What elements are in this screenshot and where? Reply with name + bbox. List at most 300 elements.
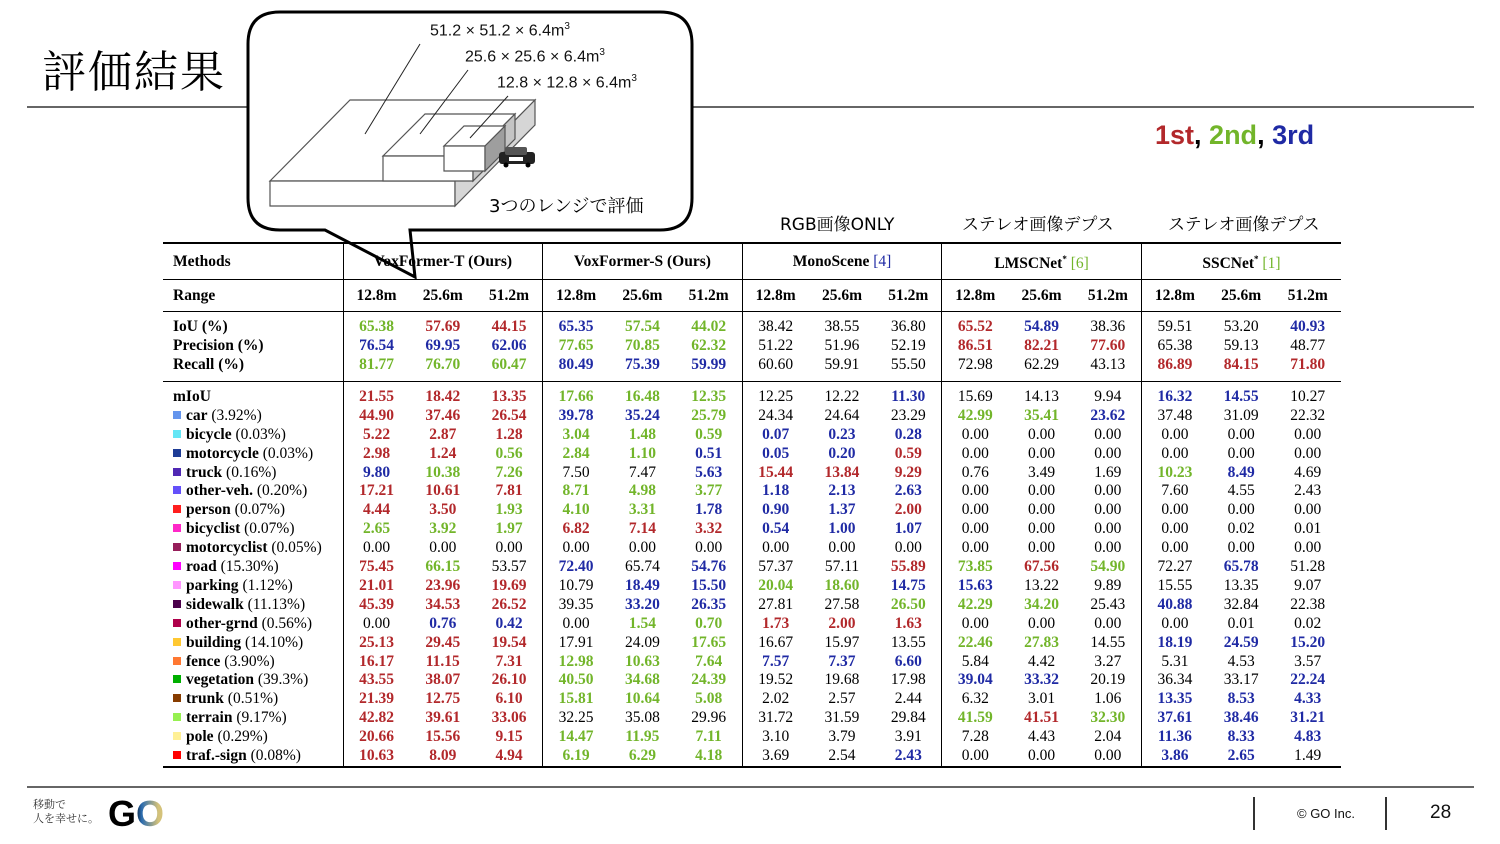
- range-cell: 12.8m: [543, 280, 610, 312]
- value-cell: 17.66: [543, 388, 610, 407]
- method-ref: [6]: [1070, 255, 1089, 273]
- value-cell: 36.34: [1141, 671, 1208, 690]
- value-cell: 1.93: [495, 501, 523, 519]
- method-ref: [1]: [1262, 255, 1281, 273]
- row-name: building: [186, 633, 242, 651]
- value-cell: 0.70: [695, 614, 723, 632]
- value-cell: 4.55: [1227, 482, 1255, 500]
- value-cell: 15.56: [425, 728, 461, 746]
- value-cell: 0.00: [942, 615, 1009, 634]
- value-cell: 7.31: [495, 652, 523, 670]
- value-cell: 42.82: [343, 709, 410, 728]
- value-cell: 55.50: [890, 355, 926, 373]
- value-cell: 59.91: [824, 355, 860, 373]
- value-cell: 1.24: [429, 444, 457, 462]
- value-cell: 24.64: [824, 406, 860, 424]
- range-cell: 51.2m: [875, 280, 942, 312]
- value-cell: 3.27: [1094, 652, 1122, 670]
- value-cell: 0.00: [1294, 444, 1322, 462]
- value-cell: 14.13: [1024, 387, 1060, 405]
- value-cell: 3.49: [1028, 463, 1056, 481]
- table-row: [163, 709, 1341, 728]
- row-pct: (3.90%): [224, 652, 275, 670]
- value-cell: 15.63: [942, 577, 1009, 596]
- method-name: VoxFormer-T (Ours): [373, 253, 513, 271]
- row-name: terrain: [186, 709, 233, 727]
- value-cell: 1.06: [1094, 690, 1122, 708]
- value-cell: 0.00: [1094, 539, 1122, 557]
- methods-label: Methods: [163, 243, 343, 280]
- value-cell: 17.65: [691, 633, 727, 651]
- row-name: other-veh.: [186, 482, 254, 500]
- value-cell: 0.00: [894, 539, 922, 557]
- legend-second: 2nd: [1209, 120, 1258, 150]
- value-cell: 0.54: [742, 520, 809, 539]
- page-number: 28: [1430, 802, 1452, 823]
- value-cell: 0.00: [1008, 747, 1075, 767]
- value-cell: 0.07: [742, 426, 809, 445]
- value-cell: 29.96: [691, 709, 727, 727]
- value-cell: 0.90: [742, 501, 809, 520]
- value-cell: 7.28: [942, 728, 1009, 747]
- value-cell: 14.75: [890, 576, 926, 594]
- class-color-swatch: [173, 581, 181, 589]
- row-label: [163, 407, 343, 426]
- value-cell: 26.10: [491, 671, 527, 689]
- range-cell: 51.2m: [676, 280, 743, 312]
- row-pct: (0.03%): [235, 425, 286, 443]
- value-cell: 9.29: [894, 463, 922, 481]
- value-cell: 17.21: [343, 482, 410, 501]
- value-cell: 54.90: [1090, 558, 1126, 576]
- value-cell: 0.00: [695, 539, 723, 557]
- value-cell: 11.15: [425, 652, 460, 670]
- method-name: VoxFormer-S (Ours): [573, 253, 711, 271]
- value-cell: 0.42: [495, 614, 523, 632]
- value-cell: 44.15: [491, 318, 527, 336]
- value-cell: 0.00: [343, 539, 410, 558]
- value-cell: 57.11: [824, 558, 860, 576]
- footer-divider: [27, 786, 1474, 788]
- value-cell: 1.00: [828, 520, 856, 538]
- value-cell: 31.09: [1223, 406, 1259, 424]
- value-cell: 2.54: [809, 747, 876, 767]
- value-cell: 11.95: [625, 728, 660, 746]
- value-cell: 1.63: [894, 614, 922, 632]
- method-header: [742, 243, 942, 280]
- value-cell: 0.76: [942, 464, 1009, 483]
- method-ref: [4]: [873, 253, 892, 271]
- value-cell: 0.00: [343, 615, 410, 634]
- value-cell: 33.20: [624, 595, 660, 613]
- table-row: [163, 337, 1341, 356]
- value-cell: 42.99: [942, 407, 1009, 426]
- value-cell: 38.46: [1223, 709, 1259, 727]
- value-cell: 44.90: [343, 407, 410, 426]
- value-cell: 17.91: [543, 634, 610, 653]
- value-cell: 75.45: [343, 558, 410, 577]
- range-header-row: [163, 280, 1341, 312]
- table-row: [163, 318, 1341, 337]
- value-cell: 2.00: [828, 614, 856, 632]
- value-cell: 0.00: [1294, 539, 1322, 557]
- class-color-swatch: [173, 411, 181, 419]
- value-cell: 38.42: [742, 318, 809, 337]
- value-cell: 40.93: [1290, 318, 1326, 336]
- rank-legend: [1155, 120, 1314, 151]
- row-name: sidewalk: [186, 595, 244, 613]
- range-box-small-front: [444, 146, 485, 171]
- row-label: [163, 539, 343, 558]
- value-cell: 4.69: [1294, 463, 1322, 481]
- table-row: [163, 671, 1341, 690]
- value-cell: 72.27: [1141, 558, 1208, 577]
- class-color-swatch: [173, 732, 181, 740]
- value-cell: 25.43: [1090, 595, 1126, 613]
- range-cell: 51.2m: [1075, 280, 1142, 312]
- value-cell: 27.81: [742, 596, 809, 615]
- value-cell: 38.07: [425, 671, 461, 689]
- range-cell: 25.6m: [1008, 280, 1075, 312]
- value-cell: 43.13: [1090, 355, 1126, 373]
- range-cell: 25.6m: [609, 280, 676, 312]
- value-cell: 24.34: [742, 407, 809, 426]
- value-cell: 15.55: [1141, 577, 1208, 596]
- value-cell: 0.00: [1141, 520, 1208, 539]
- value-cell: 69.95: [425, 337, 461, 355]
- value-cell: 39.78: [543, 407, 610, 426]
- value-cell: 7.50: [543, 464, 610, 483]
- value-cell: 21.39: [343, 690, 410, 709]
- value-cell: 0.59: [695, 425, 723, 443]
- value-cell: 1.10: [628, 444, 656, 462]
- table-row: [163, 464, 1341, 483]
- value-cell: 0.00: [1028, 539, 1056, 557]
- table-row: [163, 501, 1341, 520]
- value-cell: 75.39: [624, 355, 660, 373]
- table-row: [163, 407, 1341, 426]
- row-name: truck: [186, 463, 223, 481]
- value-cell: 4.98: [628, 482, 656, 500]
- range-cell: 51.2m: [476, 280, 543, 312]
- value-cell: 0.00: [1141, 615, 1208, 634]
- value-cell: 7.64: [695, 652, 723, 670]
- value-cell: 3.32: [695, 520, 723, 538]
- table-row: [163, 634, 1341, 653]
- row-name: bicyclist: [186, 520, 241, 538]
- value-cell: 7.57: [742, 653, 809, 672]
- value-cell: 9.89: [1094, 576, 1122, 594]
- value-cell: 1.78: [695, 501, 723, 519]
- value-cell: 7.47: [628, 463, 656, 481]
- value-cell: 13.55: [890, 633, 926, 651]
- value-cell: 43.55: [343, 671, 410, 690]
- value-cell: 23.62: [1090, 406, 1126, 424]
- value-cell: 24.09: [624, 633, 660, 651]
- value-cell: 3.01: [1028, 690, 1056, 708]
- row-label: [163, 445, 343, 464]
- value-cell: 0.59: [894, 444, 922, 462]
- dim-label-mid: $25.6 \times 25.6 \times 6.4m^3$: [465, 47, 605, 66]
- value-cell: 21.01: [343, 577, 410, 596]
- value-cell: 1.54: [628, 614, 656, 632]
- row-label: [163, 426, 343, 445]
- row-label: [163, 356, 343, 375]
- value-cell: 38.55: [824, 318, 860, 336]
- value-cell: 12.98: [543, 653, 610, 672]
- value-cell: 24.39: [691, 671, 727, 689]
- value-cell: 19.68: [824, 671, 860, 689]
- row-pct: (11.13%): [247, 595, 306, 613]
- method-star: *: [1254, 254, 1259, 264]
- value-cell: 0.00: [942, 445, 1009, 464]
- value-cell: 0.28: [894, 425, 922, 443]
- value-cell: 0.00: [628, 539, 656, 557]
- table-row: [163, 728, 1341, 747]
- value-cell: 65.78: [1223, 558, 1259, 576]
- value-cell: 32.25: [543, 709, 610, 728]
- value-cell: 3.86: [1141, 747, 1208, 767]
- value-cell: 1.69: [1094, 463, 1122, 481]
- row-label: [163, 596, 343, 615]
- dim-label-large: $51.2 \times 51.2 \times 6.4m^3$: [430, 21, 570, 40]
- value-cell: 57.69: [425, 318, 461, 336]
- results-table: [163, 242, 1341, 768]
- value-cell: 0.00: [495, 539, 523, 557]
- row-pct: (1.12%): [242, 576, 293, 594]
- value-cell: 0.00: [1227, 425, 1255, 443]
- class-color-swatch: [173, 694, 181, 702]
- value-cell: 10.23: [1141, 464, 1208, 483]
- table-row: [163, 747, 1341, 767]
- row-name: Recall (%): [173, 355, 245, 373]
- value-cell: 4.10: [543, 501, 610, 520]
- value-cell: 2.65: [1208, 747, 1275, 767]
- value-cell: 25.79: [691, 406, 727, 424]
- value-cell: 13.35: [1141, 690, 1208, 709]
- value-cell: 6.29: [609, 747, 676, 767]
- row-pct: (0.20%): [256, 482, 308, 500]
- class-color-swatch: [173, 486, 181, 494]
- value-cell: 12.22: [824, 387, 860, 405]
- value-cell: 7.26: [495, 463, 523, 481]
- value-cell: 5.31: [1141, 653, 1208, 672]
- range-cell: 25.6m: [410, 280, 477, 312]
- row-name: mIoU: [173, 387, 211, 405]
- value-cell: 26.50: [890, 595, 926, 613]
- value-cell: 33.32: [1024, 671, 1060, 689]
- value-cell: 59.51: [1141, 318, 1208, 337]
- value-cell: 1.28: [495, 425, 523, 443]
- value-cell: 33.17: [1223, 671, 1259, 689]
- value-cell: 70.85: [624, 337, 660, 355]
- value-cell: 71.80: [1290, 355, 1326, 373]
- value-cell: 66.15: [425, 558, 461, 576]
- value-cell: 22.38: [1290, 595, 1326, 613]
- value-cell: 19.52: [742, 671, 809, 690]
- row-pct: (9.17%): [236, 709, 287, 727]
- value-cell: 14.55: [1223, 387, 1259, 405]
- value-cell: 34.20: [1024, 595, 1060, 613]
- table-row: [163, 653, 1341, 672]
- value-cell: 0.00: [1028, 444, 1056, 462]
- value-cell: 27.58: [824, 595, 860, 613]
- value-cell: 24.59: [1223, 633, 1259, 651]
- value-cell: 1.73: [742, 615, 809, 634]
- value-cell: 23.29: [890, 406, 926, 424]
- value-cell: 6.19: [543, 747, 610, 767]
- row-name: bicycle: [186, 425, 232, 443]
- value-cell: 0.00: [1028, 482, 1056, 500]
- value-cell: 18.49: [624, 576, 660, 594]
- value-cell: 3.92: [429, 520, 457, 538]
- value-cell: 60.60: [742, 356, 809, 375]
- value-cell: 26.52: [491, 595, 527, 613]
- value-cell: 0.01: [1227, 614, 1255, 632]
- value-cell: 13.35: [1223, 576, 1259, 594]
- value-cell: 14.47: [543, 728, 610, 747]
- row-name: parking: [186, 576, 239, 594]
- value-cell: 1.97: [495, 520, 523, 538]
- value-cell: 2.43: [1294, 482, 1322, 500]
- range-cell: 12.8m: [942, 280, 1009, 312]
- value-cell: 0.00: [942, 539, 1009, 558]
- value-cell: 26.35: [691, 595, 727, 613]
- row-label: [163, 634, 343, 653]
- value-cell: 45.39: [343, 596, 410, 615]
- value-cell: 10.38: [425, 463, 461, 481]
- value-cell: 32.30: [1090, 709, 1126, 727]
- row-pct: (39.3%): [257, 671, 309, 689]
- value-cell: 51.28: [1290, 558, 1326, 576]
- value-cell: 62.29: [1024, 355, 1060, 373]
- method-name: LMSCNet: [994, 255, 1063, 273]
- row-name: traf.-sign: [186, 747, 247, 765]
- row-pct: (0.29%): [217, 728, 268, 746]
- table-row: [163, 615, 1341, 634]
- value-cell: 32.84: [1223, 595, 1259, 613]
- value-cell: 57.37: [742, 558, 809, 577]
- value-cell: 13.84: [824, 463, 860, 481]
- value-cell: 15.44: [742, 464, 809, 483]
- value-cell: 22.46: [942, 634, 1009, 653]
- row-name: Precision (%): [173, 337, 264, 355]
- class-color-swatch: [173, 713, 181, 721]
- value-cell: 20.19: [1090, 671, 1126, 689]
- value-cell: 0.00: [1094, 614, 1122, 632]
- row-pct: (3.92%): [211, 406, 262, 424]
- note-sscnet: ステレオ画像デプス: [1168, 215, 1320, 235]
- footer-separator-1: [1253, 797, 1255, 830]
- row-label: [163, 747, 343, 767]
- table-row: [163, 426, 1341, 445]
- value-cell: 39.61: [425, 709, 461, 727]
- value-cell: 0.00: [942, 747, 1009, 767]
- value-cell: 0.00: [1227, 539, 1255, 557]
- value-cell: 2.87: [429, 425, 457, 443]
- note-lmscnet: ステレオ画像デプス: [962, 215, 1114, 235]
- value-cell: 0.00: [742, 539, 809, 558]
- value-cell: 4.83: [1294, 728, 1322, 746]
- row-pct: (0.51%): [227, 690, 279, 708]
- value-cell: 60.47: [491, 355, 527, 373]
- value-cell: 13.22: [1024, 576, 1060, 594]
- class-color-swatch: [173, 657, 181, 665]
- value-cell: 0.00: [1094, 444, 1122, 462]
- value-cell: 0.02: [1294, 614, 1322, 632]
- value-cell: 10.27: [1290, 387, 1326, 405]
- row-pct: (0.07%): [244, 520, 295, 538]
- value-cell: 73.85: [942, 558, 1009, 577]
- value-cell: 2.00: [894, 501, 922, 519]
- value-cell: 6.32: [942, 690, 1009, 709]
- value-cell: 6.82: [543, 520, 610, 539]
- value-cell: 18.60: [824, 576, 860, 594]
- row-name: motorcycle: [186, 444, 259, 462]
- table-row: [163, 690, 1341, 709]
- range-cell: 12.8m: [1141, 280, 1208, 312]
- class-color-swatch: [173, 468, 181, 476]
- company-logo: [33, 798, 99, 826]
- value-cell: 4.42: [1028, 652, 1056, 670]
- row-name: trunk: [186, 690, 224, 708]
- value-cell: 9.80: [343, 464, 410, 483]
- value-cell: 14.55: [1090, 633, 1126, 651]
- range-cell: 25.6m: [809, 280, 876, 312]
- table-row: [163, 482, 1341, 501]
- value-cell: 2.44: [894, 690, 922, 708]
- value-cell: 40.50: [543, 671, 610, 690]
- row-name: motorcyclist: [186, 539, 268, 557]
- value-cell: 65.38: [343, 318, 410, 337]
- value-cell: 26.54: [491, 406, 527, 424]
- value-cell: 0.00: [828, 539, 856, 557]
- value-cell: 0.00: [1141, 445, 1208, 464]
- value-cell: 0.23: [828, 425, 856, 443]
- value-cell: 1.37: [828, 501, 856, 519]
- value-cell: 59.13: [1223, 337, 1259, 355]
- table-row: [163, 356, 1341, 375]
- row-name: pole: [186, 728, 214, 746]
- value-cell: 37.46: [425, 406, 461, 424]
- method-header: [1141, 243, 1341, 280]
- table-row: [163, 520, 1341, 539]
- value-cell: 82.21: [1024, 337, 1060, 355]
- row-label: [163, 337, 343, 356]
- value-cell: 2.57: [828, 690, 856, 708]
- value-cell: 2.13: [828, 482, 856, 500]
- table-row: [163, 388, 1341, 407]
- row-label: [163, 501, 343, 520]
- value-cell: 0.00: [1028, 520, 1056, 538]
- value-cell: 0.00: [543, 615, 610, 634]
- row-label: [163, 482, 343, 501]
- value-cell: 11.36: [1141, 728, 1208, 747]
- value-cell: 0.00: [1094, 501, 1122, 519]
- value-cell: 10.61: [425, 482, 461, 500]
- value-cell: 11.30: [891, 387, 926, 405]
- value-cell: 81.77: [343, 356, 410, 375]
- value-cell: 0.00: [1075, 747, 1142, 767]
- value-cell: 62.06: [491, 337, 527, 355]
- value-cell: 59.99: [691, 355, 727, 373]
- copyright: © GO Inc.: [1297, 806, 1355, 821]
- value-cell: 31.72: [742, 709, 809, 728]
- value-cell: 5.84: [942, 653, 1009, 672]
- dim-label-small: $12.8 \times 12.8 \times 6.4m^3$: [497, 73, 637, 92]
- value-cell: 8.33: [1227, 728, 1255, 746]
- value-cell: 3.31: [628, 501, 656, 519]
